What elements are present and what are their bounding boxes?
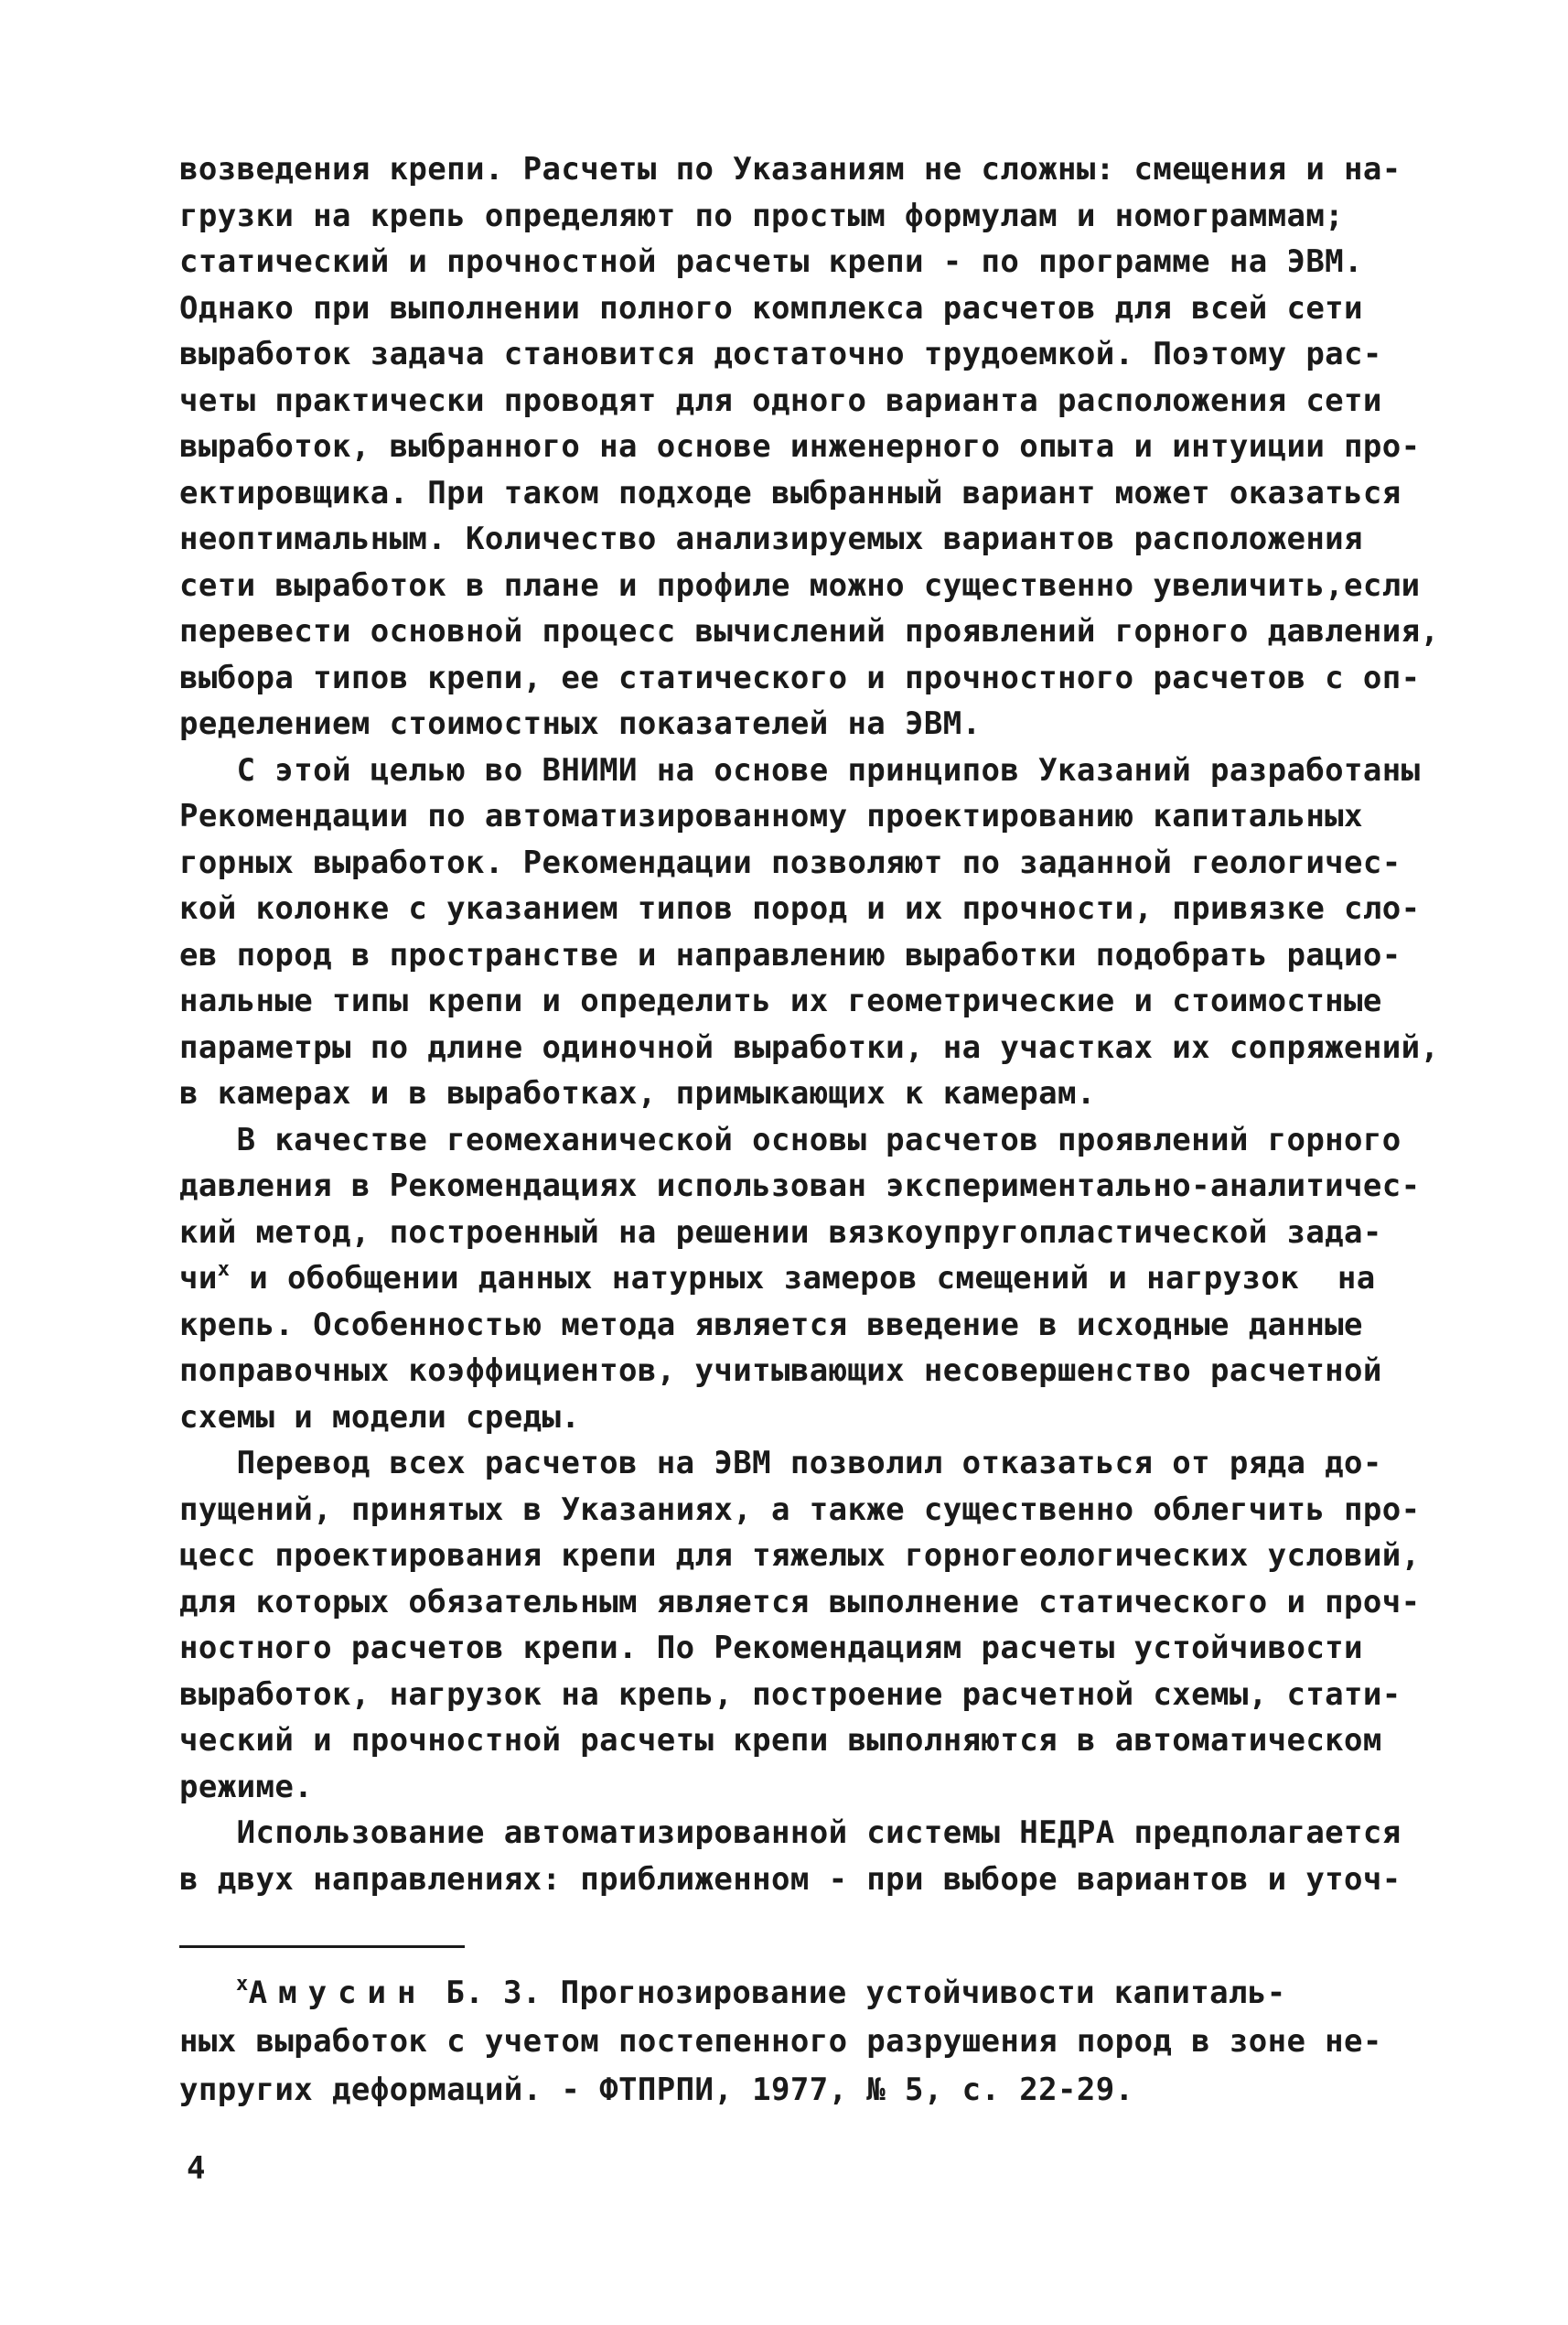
text-line: горных выработок. Рекомендации позволяют по заданной геологичес- (179, 844, 1402, 881)
text-line: ческий и прочностной расчеты крепи выполняются в автоматическом (179, 1722, 1382, 1759)
text-line: выработок, выбранного на основе инженерного опыта и интуиции про- (179, 428, 1421, 465)
text-line: схемы и модели среды. (179, 1398, 581, 1436)
text-line: крепь. Особенностью метода является введение в исходные данные (179, 1306, 1363, 1343)
text-line: четы практически проводят для одного варианта расположения сети (179, 382, 1382, 419)
text-line: поправочных коэффициентов, учитывающих несовершенство расчетной (179, 1352, 1382, 1389)
text-line: выбора типов крепи, ее статического и прочностного расчетов с оп- (179, 659, 1421, 696)
text-line: выработок задача становится достаточно трудоемкой. Поэтому рас- (179, 336, 1382, 372)
paragraph-start-line: Перевод всех расчетов на ЭВМ позволил отказаться от ряда до- (179, 1445, 1382, 1481)
footnote (179, 1969, 1433, 2115)
text-line: в двух направлениях: приближенном - при выборе вариантов и уточ- (179, 1860, 1402, 1898)
text-line: Однако при выполнении полного комплекса расчетов для всей сети (179, 289, 1363, 327)
text-line: кий метод, построенный на решении вязкоупругопластической зада- (179, 1213, 1382, 1251)
text-line: кой колонке с указанием типов пород и их прочности, привязке сло- (179, 890, 1421, 927)
text-line: неоптимальным. Количество анализируемых вариантов расположения (179, 521, 1363, 557)
text-line: цесс проектирования крепи для тяжелых горногеологических условий, (179, 1537, 1421, 1574)
paragraph-start-line: В качестве геомеханической основы расчетов проявлений горного (179, 1121, 1402, 1158)
text-fragment: чи (179, 1260, 218, 1297)
text-line: сети выработок в плане и профиле можно существенно увеличить,если (179, 566, 1421, 604)
footnote-mark: х (236, 1973, 249, 1996)
footnote-author: Амусин (248, 1975, 427, 2011)
text-line: возведения крепи. Расчеты по Указаниям не сложны: смещения и на- (179, 151, 1402, 188)
footnote-text: Б. З. Прогнозирование устойчивости капиталь- (426, 1975, 1286, 2011)
text-line: для которых обязательным является выполнение статического и проч- (179, 1583, 1421, 1620)
text-line: ектировщика. При таком подходе выбранный вариант может оказаться (179, 474, 1402, 511)
text-line-with-footnote-ref (179, 1255, 1433, 1302)
text-line: ев пород в пространстве и направлению выработки подобрать рацио- (179, 936, 1402, 974)
footnote-reference: х (217, 1258, 231, 1281)
text-line: грузки на крепь определяют по простым формулам и номограммам; (179, 197, 1345, 234)
text-line: выработок, нагрузок на крепь, построение расчетной схемы, стати- (179, 1675, 1402, 1713)
text-line: пущений, принятых в Указаниях, а также существенно облегчить про- (179, 1491, 1421, 1528)
footnote-line: упругих деформаций. - ФТПРПИ, 1977, № 5, с. 22-29. (179, 2072, 1134, 2108)
footnote-line: ных выработок с учетом постепенного разрушения пород в зоне не- (179, 2023, 1382, 2060)
footnote-divider (179, 1945, 465, 1948)
paragraph-start-line: С этой целью во ВНИМИ на основе принципов Указаний разработаны (179, 751, 1421, 789)
main-text (179, 146, 1440, 1902)
text-line: параметры по длине одиночной выработки, на участках их сопряжений, (179, 1028, 1440, 1066)
paragraph-start-line: Использование автоматизированной системы НЕДРА предполагается (179, 1814, 1402, 1851)
text-line: ностного расчетов крепи. По Рекомендациям расчеты устойчивости (179, 1630, 1363, 1666)
text-line: Рекомендации по автоматизированному проектированию капитальных (179, 798, 1363, 834)
text-line: в камерах и в выработках, примыкающих к камерам. (179, 1075, 1096, 1112)
text-fragment: и обобщении данных натурных замеров смещений и нагрузок на (230, 1260, 1376, 1297)
text-line: режиме. (179, 1768, 314, 1805)
text-line: давления в Рекомендациях использован экспериментально-аналитичес- (179, 1168, 1421, 1204)
text-line: нальные типы крепи и определить их геометрические и стоимостные (179, 983, 1382, 1019)
text-line: перевести основной процесс вычислений проявлений горного давления, (179, 613, 1440, 650)
footnote-line (179, 1969, 1433, 2018)
text-line: ределением стоимостных показателей на ЭВМ. (179, 705, 982, 742)
page-number: 4 (187, 2150, 206, 2187)
text-line: статический и прочностной расчеты крепи - по программе на ЭВМ. (179, 243, 1363, 280)
